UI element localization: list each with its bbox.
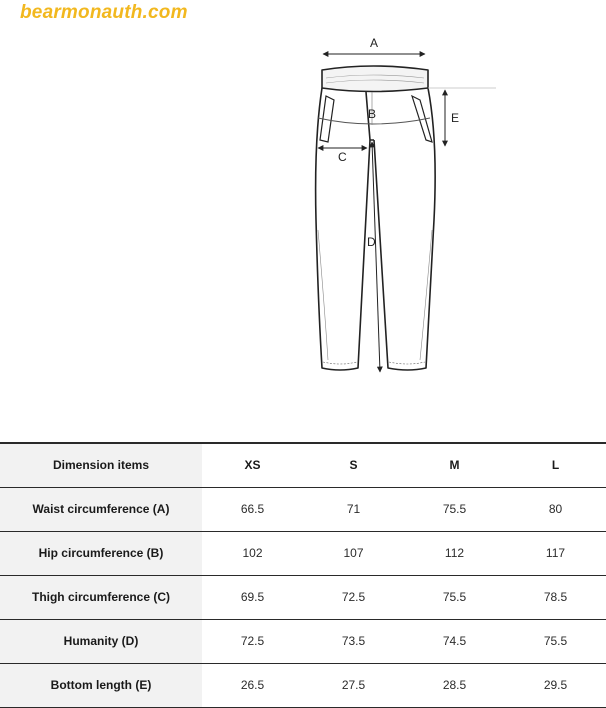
table-header-row [0, 443, 606, 487]
dimension-b-label: B [368, 107, 377, 121]
table-row [0, 487, 606, 531]
watermark: bearmonauth.com [20, 2, 188, 23]
table-cell: 69.5 [202, 575, 303, 619]
table-cell: 27.5 [303, 663, 404, 707]
row-label: Bottom length (E) [0, 663, 202, 707]
table-row [0, 531, 606, 575]
row-label: Hip circumference (B) [0, 531, 202, 575]
table-cell: 66.5 [202, 487, 303, 531]
header-size: S [303, 443, 404, 487]
table-cell: 71 [303, 487, 404, 531]
table-cell: 102 [202, 531, 303, 575]
table-cell: 72.5 [303, 575, 404, 619]
header-label: Dimension items [0, 443, 202, 487]
table-cell: 80 [505, 487, 606, 531]
row-label: Humanity (D) [0, 619, 202, 663]
table-cell: 78.5 [505, 575, 606, 619]
table-cell: 75.5 [404, 487, 505, 531]
table-row [0, 663, 606, 707]
table-cell: 26.5 [202, 663, 303, 707]
dimension-d-label: D [367, 235, 376, 249]
table-cell: 72.5 [202, 619, 303, 663]
header-size: M [404, 443, 505, 487]
dimension-e-label: E [451, 111, 460, 125]
table-row [0, 575, 606, 619]
table-cell: 75.5 [404, 575, 505, 619]
table-cell: 107 [303, 531, 404, 575]
row-label: Waist circumference (A) [0, 487, 202, 531]
table-cell: 74.5 [404, 619, 505, 663]
header-size: L [505, 443, 606, 487]
dimension-a-label: A [370, 36, 379, 50]
size-table [0, 442, 606, 708]
table-cell: 117 [505, 531, 606, 575]
table-cell: 112 [404, 531, 505, 575]
header-size: XS [202, 443, 303, 487]
dimension-c-label: C [338, 150, 347, 164]
table-row [0, 619, 606, 663]
hem-stitching [323, 362, 425, 364]
seam-lines [318, 230, 432, 360]
table-cell: 29.5 [505, 663, 606, 707]
row-label: Thigh circumference (C) [0, 575, 202, 619]
table-cell: 75.5 [505, 619, 606, 663]
table-cell: 28.5 [404, 663, 505, 707]
table-cell: 73.5 [303, 619, 404, 663]
